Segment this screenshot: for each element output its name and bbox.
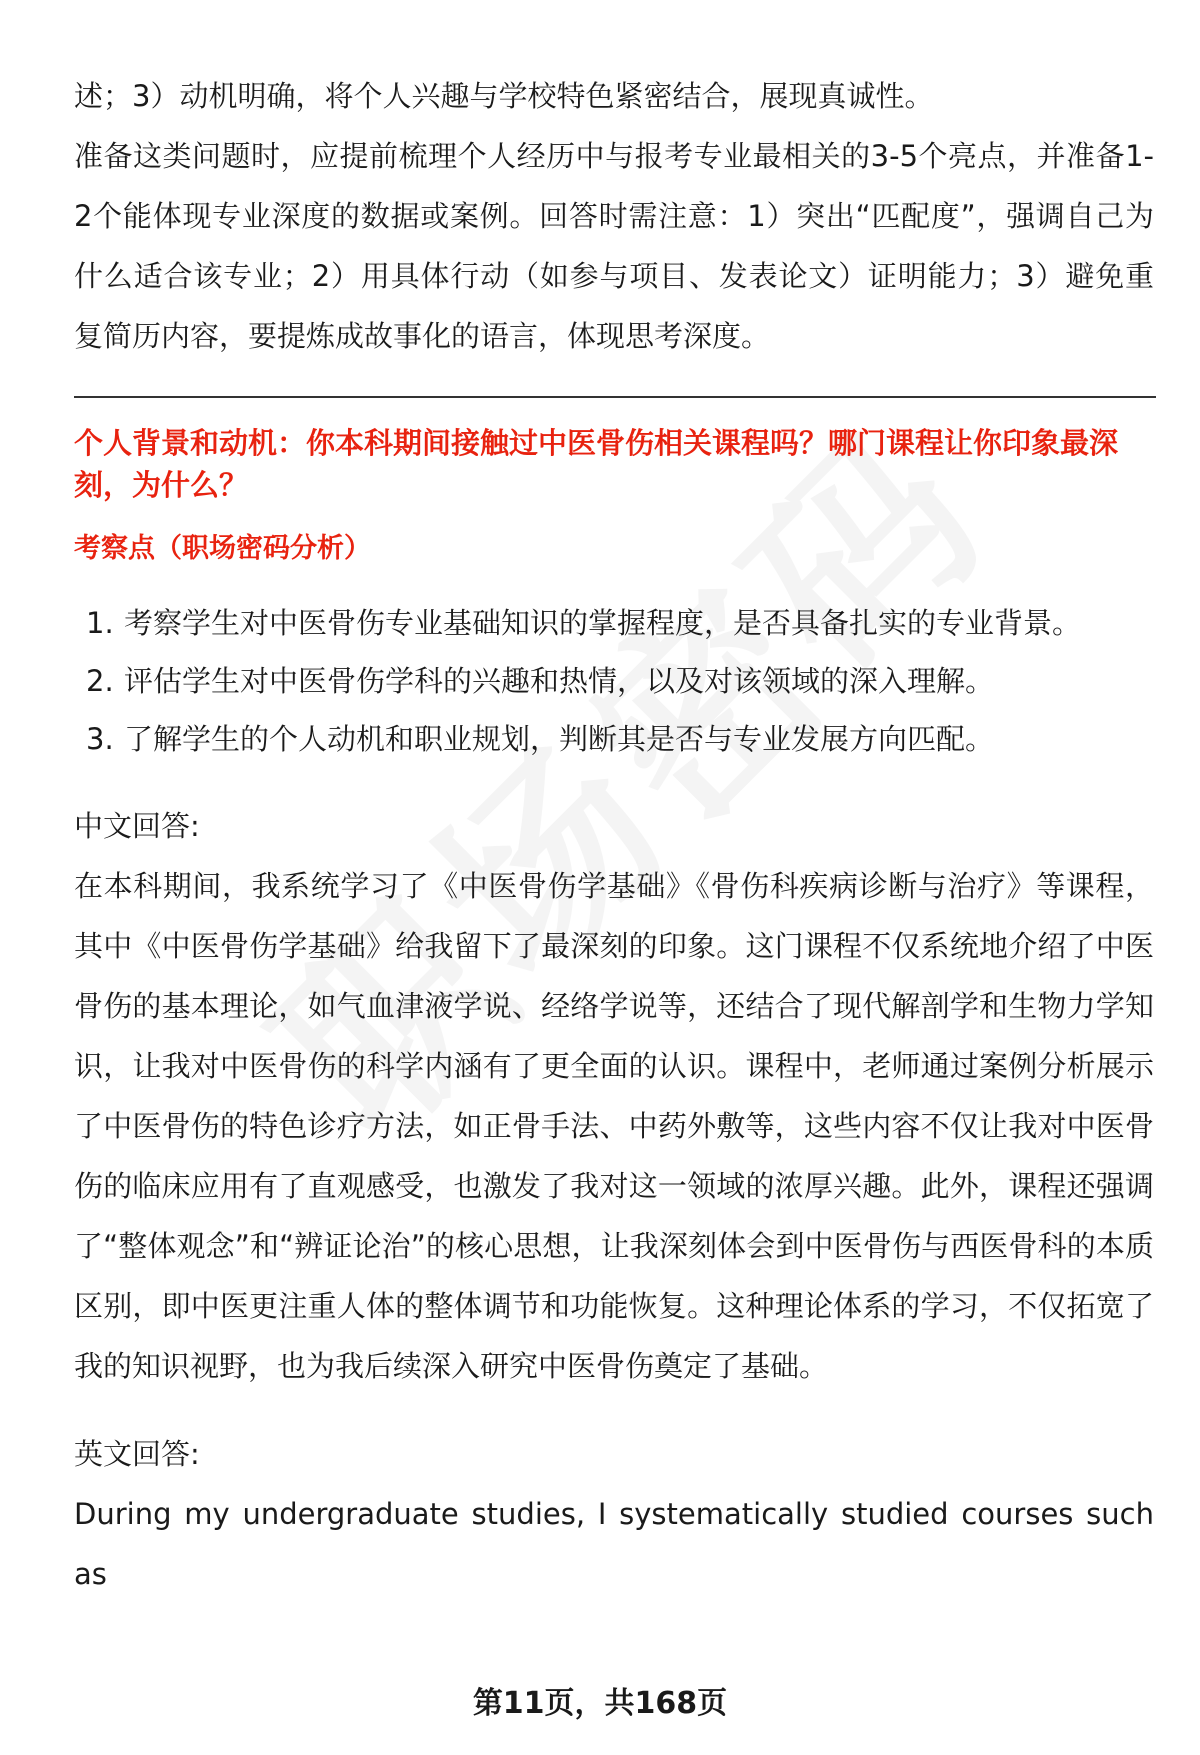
chinese-answer-label: 中文回答: xyxy=(74,809,200,843)
intro-paragraph: 准备这类问题时，应提前梳理个人经历中与报考专业最相关的3-5个亮点，并准备1-2个能体现专业深度的数据或案例。回答时需注意：1）突出“匹配度”，强调自己为什么适合该专业；2）用具体行动（如参与项目、发表论文）证明能力；3）避免重复简历内容，要提炼成故事化的语言，体现思考深度。 xyxy=(74,139,1154,353)
focus-item-number: 1. xyxy=(86,606,114,640)
focus-item-number: 2. xyxy=(86,664,114,698)
focus-item xyxy=(74,594,1154,652)
chinese-answer-text: 在本科期间，我系统学习了《中医骨伤学基础》《骨伤科疾病诊断与治疗》等课程，其中《中医骨伤学基础》给我留下了最深刻的印象。这门课程不仅系统地介绍了中医骨伤的基本理论，如气血津液学说、经络学说等，还结合了现代解剖学和生物力学知识，让我对中医骨伤的科学内涵有了更全面的认识。课程中，老师通过案例分析展示了中医骨伤的特色诊疗方法，如正骨手法、中药外敷等，这些内容不仅让我对中医骨伤的临床应用有了直观感受，也激发了我对这一领域的浓厚兴趣。此外，课程还强调了“整体观念”和“辨证论治”的核心思想，让我深刻体会到中医骨伤与西医骨科的本质区别，即中医更注重人体的整体调节和功能恢复。这种理论体系的学习，不仅拓宽了我的知识视野，也为我后续深入研究中医骨伤奠定了基础。 xyxy=(74,869,1154,1383)
focus-list xyxy=(74,594,1154,768)
focus-item-number: 3. xyxy=(86,722,114,756)
focus-item xyxy=(74,652,1154,710)
page-number-footer: 第11页，共168页 xyxy=(472,1686,728,1721)
focus-item xyxy=(74,710,1154,768)
focus-item-text: 评估学生对中医骨伤学科的兴趣和热情，以及对该领域的深入理解。 xyxy=(124,664,995,698)
question-heading: 个人背景和动机：你本科期间接触过中医骨伤相关课程吗？哪门课程让你印象最深刻，为什么？ xyxy=(74,426,1119,502)
focus-item-text: 考察学生对中医骨伤专业基础知识的掌握程度，是否具备扎实的专业背景。 xyxy=(124,606,1082,640)
focus-item-text: 了解学生的个人动机和职业规划，判断其是否与专业发展方向匹配。 xyxy=(124,722,995,756)
page-content xyxy=(74,66,1154,1604)
intro-line: 述；3）动机明确，将个人兴趣与学校特色紧密结合，展现真诚性。 xyxy=(74,79,934,113)
english-answer-text: During my undergraduate studies, I systematically studied courses such as xyxy=(74,1497,1154,1591)
section-divider xyxy=(74,396,1156,398)
english-answer-label: 英文回答: xyxy=(74,1437,200,1471)
focus-heading: 考察点（职场密码分析） xyxy=(74,533,371,564)
